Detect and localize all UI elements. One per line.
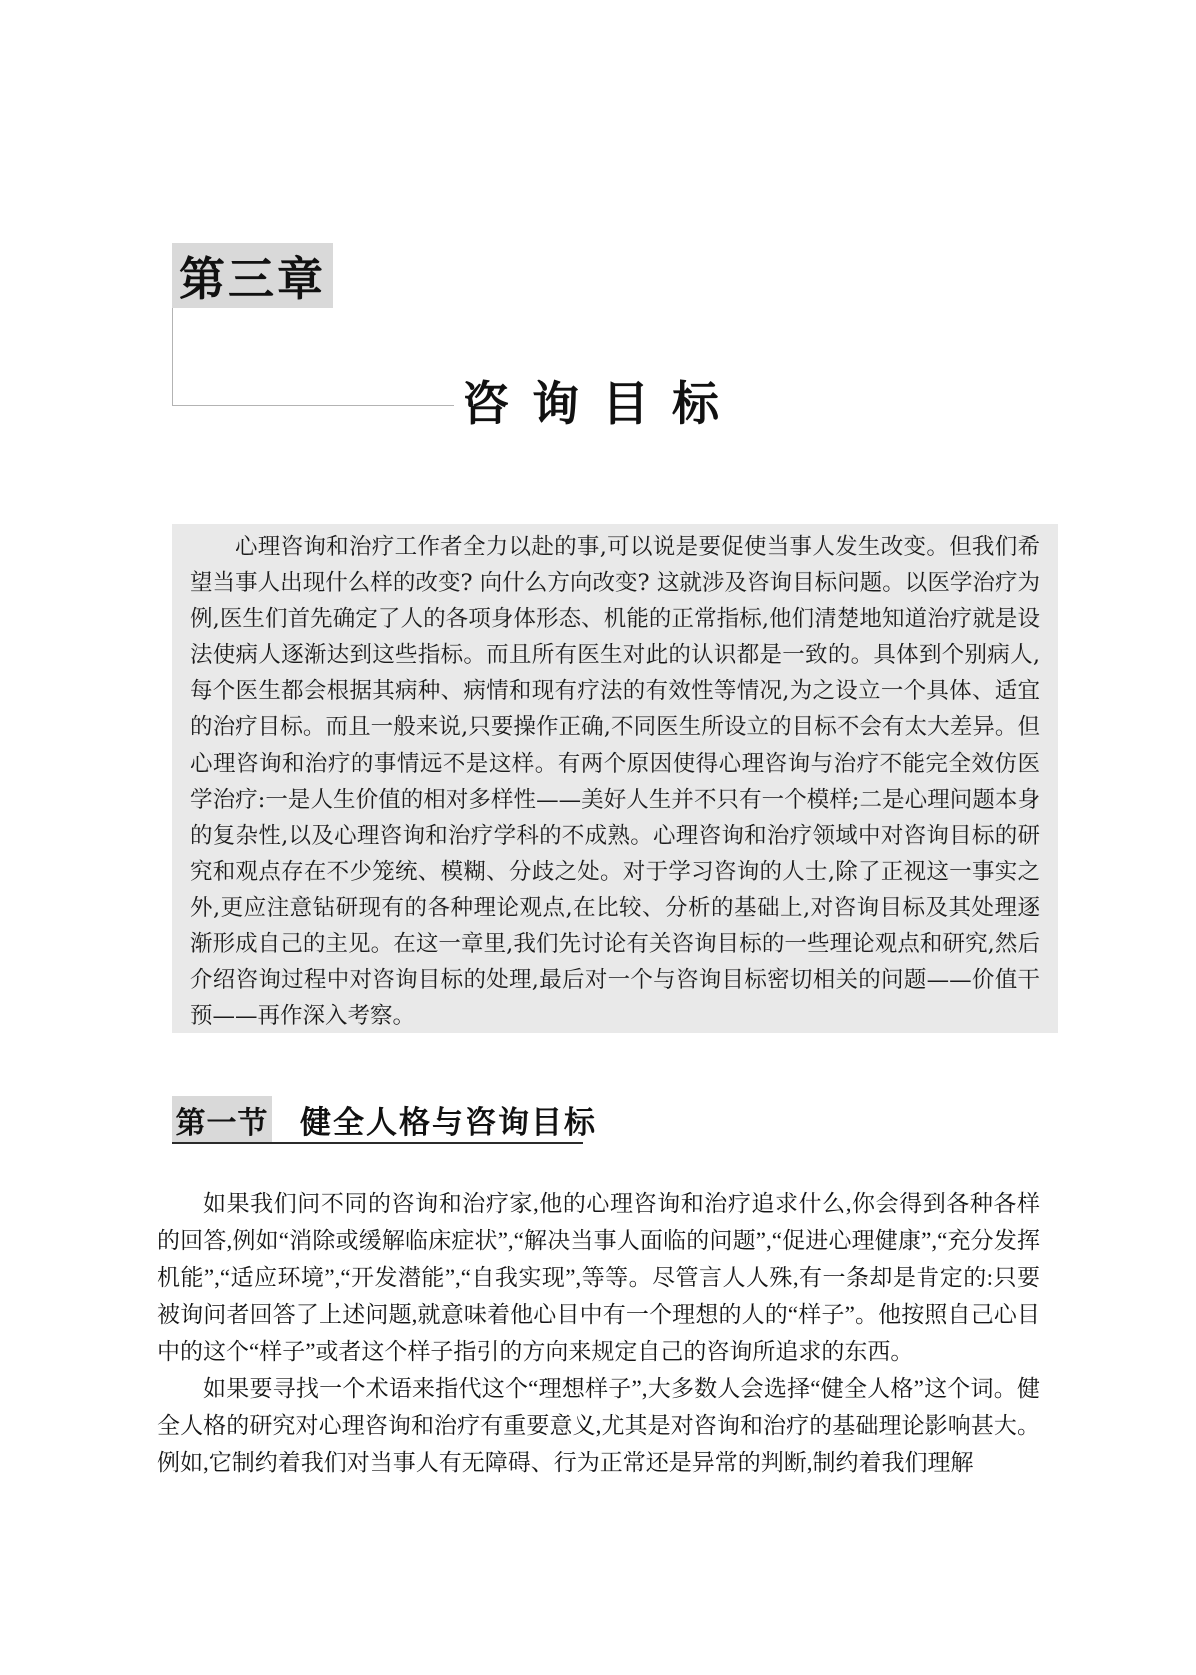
body-text [157, 1185, 1040, 1481]
chapter-number-box [172, 243, 333, 308]
body-paragraph-2: 如果要寻找一个术语来指代这个“理想样子”,大多数人会选择“健全人格”这个词。健全人格的研究对心理咨询和治疗有重要意义,尤其是对咨询和治疗的基础理论影响甚大。例如,它制约着我们对当事人有无障碍、行为正常还是异常的判断,制约着我们理解 [157, 1376, 1040, 1475]
section-heading [172, 1096, 812, 1143]
chapter-intro-panel [172, 524, 1058, 1033]
chapter-intro-text: 心理咨询和治疗工作者全力以赴的事,可以说是要促使当事人发生改变。但我们希望当事人出现什么样的改变? 向什么方向改变? 这就涉及咨询目标问题。以医学治疗为例,医生们首先确定了人的各项身体形态、机能的正常指标,他们清楚地知道治疗就是设法使病人逐渐达到这些指标。而且所有医生对此的认识都是一致的。具体到个别病人,每个医生都会根据其病种、病情和现有疗法的有效性等情况,为之设立一个具体、适宜的治疗目标。而且一般来说,只要操作正确,不同医生所设立的目标不会有太大差异。但心理咨询和治疗的事情远不是这样。有两个原因使得心理咨询与治疗不能完全效仿医学治疗:一是人生价值的相对多样性——美好人生并不只有一个模样;二是心理问题本身的复杂性,以及心理咨询和治疗学科的不成熟。心理咨询和治疗领域中对咨询目标的研究和观点存在不少笼统、模糊、分歧之处。对于学习咨询的人士,除了正视这一事实之外,更应注意钻研现有的各种理论观点,在比较、分析的基础上,对咨询目标及其处理逐渐形成自己的主见。在这一章里,我们先讨论有关咨询目标的一些理论观点和研究,然后介绍咨询过程中对咨询目标的处理,最后对一个与咨询目标密切相关的问题——价值干预——再作深入考察。 [190, 534, 1040, 1030]
section-underline [172, 1142, 583, 1144]
section-title: 健全人格与咨询目标 [300, 1105, 597, 1140]
section-number-box: 第一节 [172, 1096, 272, 1143]
chapter-title: 咨询目标 [462, 379, 742, 431]
chapter-number-label: 第三章 [179, 253, 326, 305]
body-paragraph-1: 如果我们问不同的咨询和治疗家,他的心理咨询和治疗追求什么,你会得到各种各样的回答,例如“消除或缓解临床症状”,“解决当事人面临的问题”,“促进心理健康”,“充分发挥机能”,“适应环境”,“开发潜能”,“自我实现”,等等。尽管言人人殊,有一条却是肯定的:只要被询问者回答了上述问题,就意味着他心目中有一个理想的人的“样子”。他按照自己心目中的这个“样子”或者这个样子指引的方向来规定自己的咨询所追求的东西。 [157, 1191, 1040, 1364]
